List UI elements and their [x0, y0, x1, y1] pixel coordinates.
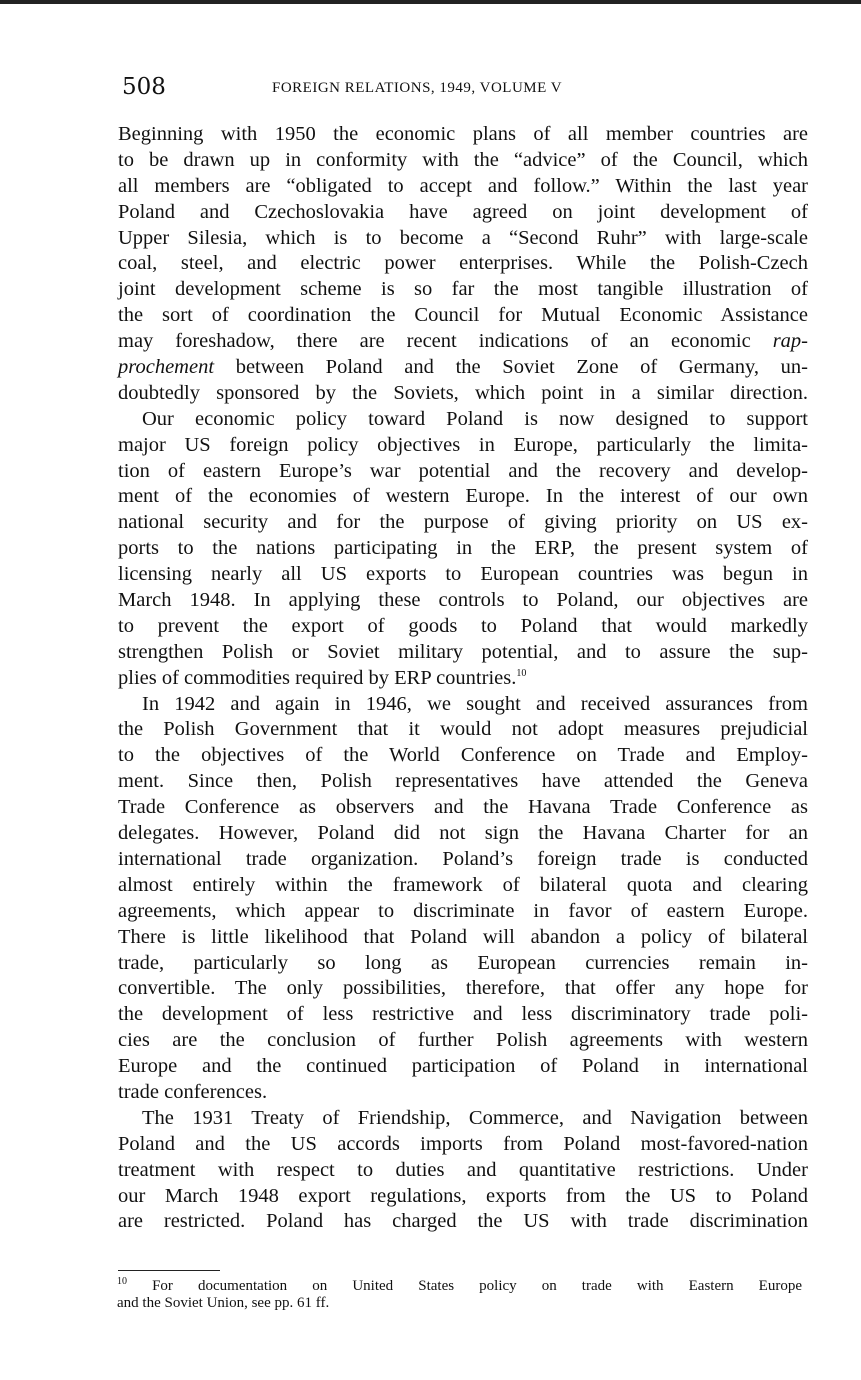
- text-line: national security and for the purpose of giving priority on US ex-: [118, 511, 808, 534]
- text-line: all members are “obligated to accept and follow.” Within the last year: [118, 174, 808, 197]
- paragraph-start-line: The 1931 Treaty of Friendship, Commerce, and Navigation between: [142, 1106, 808, 1129]
- text-line: doubtedly sponsored by the Soviets, which point in a similar direction.: [118, 381, 808, 404]
- text-fragment: between Poland and the Soviet Zone of Germany, un-: [214, 356, 808, 379]
- page-top-rule: [0, 0, 861, 4]
- italic-fragment: prochement: [118, 356, 215, 379]
- text-line-with-note: [118, 666, 808, 692]
- text-line: There is little likelihood that Poland will abandon a policy of bilateral: [118, 925, 808, 948]
- running-head: FOREIGN RELATIONS, 1949, VOLUME V: [272, 80, 563, 96]
- text-line: international trade organization. Poland’s foreign trade is conducted: [118, 847, 808, 870]
- italic-fragment: rap-: [772, 330, 808, 353]
- footnote-line: [117, 1278, 802, 1295]
- text-line: Beginning with 1950 the economic plans of all member countries are: [118, 123, 808, 145]
- text-fragment: plies of commodities required by ERP countries.: [118, 666, 517, 689]
- footnote-marker: 10: [117, 1276, 127, 1287]
- text-line: ment of the economies of western Europe. In the interest of our own: [118, 485, 808, 508]
- footnote-line: and the Soviet Union, see pp. 61 ff.: [117, 1295, 330, 1311]
- text-line: treatment with respect to duties and quantitative restrictions. Under: [118, 1158, 808, 1181]
- text-line: the Polish Government that it would not adopt measures prejudicial: [118, 718, 808, 741]
- footnote: [117, 1278, 802, 1312]
- text-line: Trade Conference as observers and the Havana Trade Conference as: [118, 796, 808, 819]
- text-line: agreements, which appear to discriminate in favor of eastern Europe.: [118, 899, 808, 922]
- text-line-with-italic: [118, 329, 808, 355]
- text-line: ment. Since then, Polish representatives have attended the Geneva: [118, 770, 808, 793]
- text-line: tion of eastern Europe’s war potential and the recovery and develop-: [118, 459, 808, 482]
- footnote-rule: [118, 1270, 220, 1271]
- text-line: ports to the nations participating in the ERP, the present system of: [118, 537, 808, 560]
- text-line: to be drawn up in conformity with the “advice” of the Council, which: [118, 148, 808, 171]
- text-fragment: may foreshadow, there are recent indications of an economic: [118, 330, 773, 353]
- text-line: cies are the conclusion of further Polish agreements with western: [118, 1029, 808, 1052]
- text-line: our March 1948 export regulations, exports from the US to Poland: [118, 1184, 808, 1207]
- page-header: [122, 72, 804, 106]
- text-line: Poland and Czechoslovakia have agreed on joint development of: [118, 200, 808, 223]
- text-line: the development of less restrictive and less discriminatory trade poli-: [118, 1003, 808, 1026]
- text-line: Poland and the US accords imports from Poland most-favored-nation: [118, 1132, 808, 1155]
- text-line: Upper Silesia, which is to become a “Second Ruhr” with large-scale: [118, 226, 808, 249]
- text-line: trade conferences.: [118, 1080, 268, 1103]
- paragraph-start-line: Our economic policy toward Poland is now designed to support: [142, 407, 808, 430]
- text-line: strengthen Polish or Soviet military potential, and to assure the sup-: [118, 640, 808, 663]
- text-line: almost entirely within the framework of bilateral quota and clearing: [118, 873, 808, 896]
- text-line: March 1948. In applying these controls to Poland, our objectives are: [118, 589, 808, 612]
- paragraph-start-line: In 1942 and again in 1946, we sought and received assurances from: [142, 692, 808, 715]
- text-line: delegates. However, Poland did not sign the Havana Charter for an: [118, 822, 808, 845]
- text-line-with-italic: [118, 355, 808, 381]
- text-line: trade, particularly so long as European currencies remain in-: [118, 951, 808, 974]
- text-line: Europe and the continued participation of Poland in international: [118, 1055, 808, 1078]
- text-line: joint development scheme is so far the most tangible illustration of: [118, 278, 808, 301]
- body-text: [118, 122, 808, 1235]
- text-line: to prevent the export of goods to Poland that would markedly: [118, 614, 808, 637]
- text-line: major US foreign policy objectives in Europe, particularly the limita-: [118, 433, 808, 456]
- text-line: convertible. The only possibilities, therefore, that offer any hope for: [118, 977, 808, 1000]
- text-line: to the objectives of the World Conference on Trade and Employ-: [118, 744, 808, 767]
- text-line: licensing nearly all US exports to European countries was begun in: [118, 563, 808, 586]
- text-line: the sort of coordination the Council for Mutual Economic Assistance: [118, 304, 808, 327]
- footnote-text: For documentation on United States policy on trade with Eastern Europe: [152, 1278, 802, 1294]
- footnote-reference: 10: [516, 667, 527, 679]
- text-line: coal, steel, and electric power enterprises. While the Polish-Czech: [118, 252, 808, 275]
- page-number: 508: [122, 74, 166, 100]
- text-line: are restricted. Poland has charged the US with trade discrimination: [118, 1210, 808, 1233]
